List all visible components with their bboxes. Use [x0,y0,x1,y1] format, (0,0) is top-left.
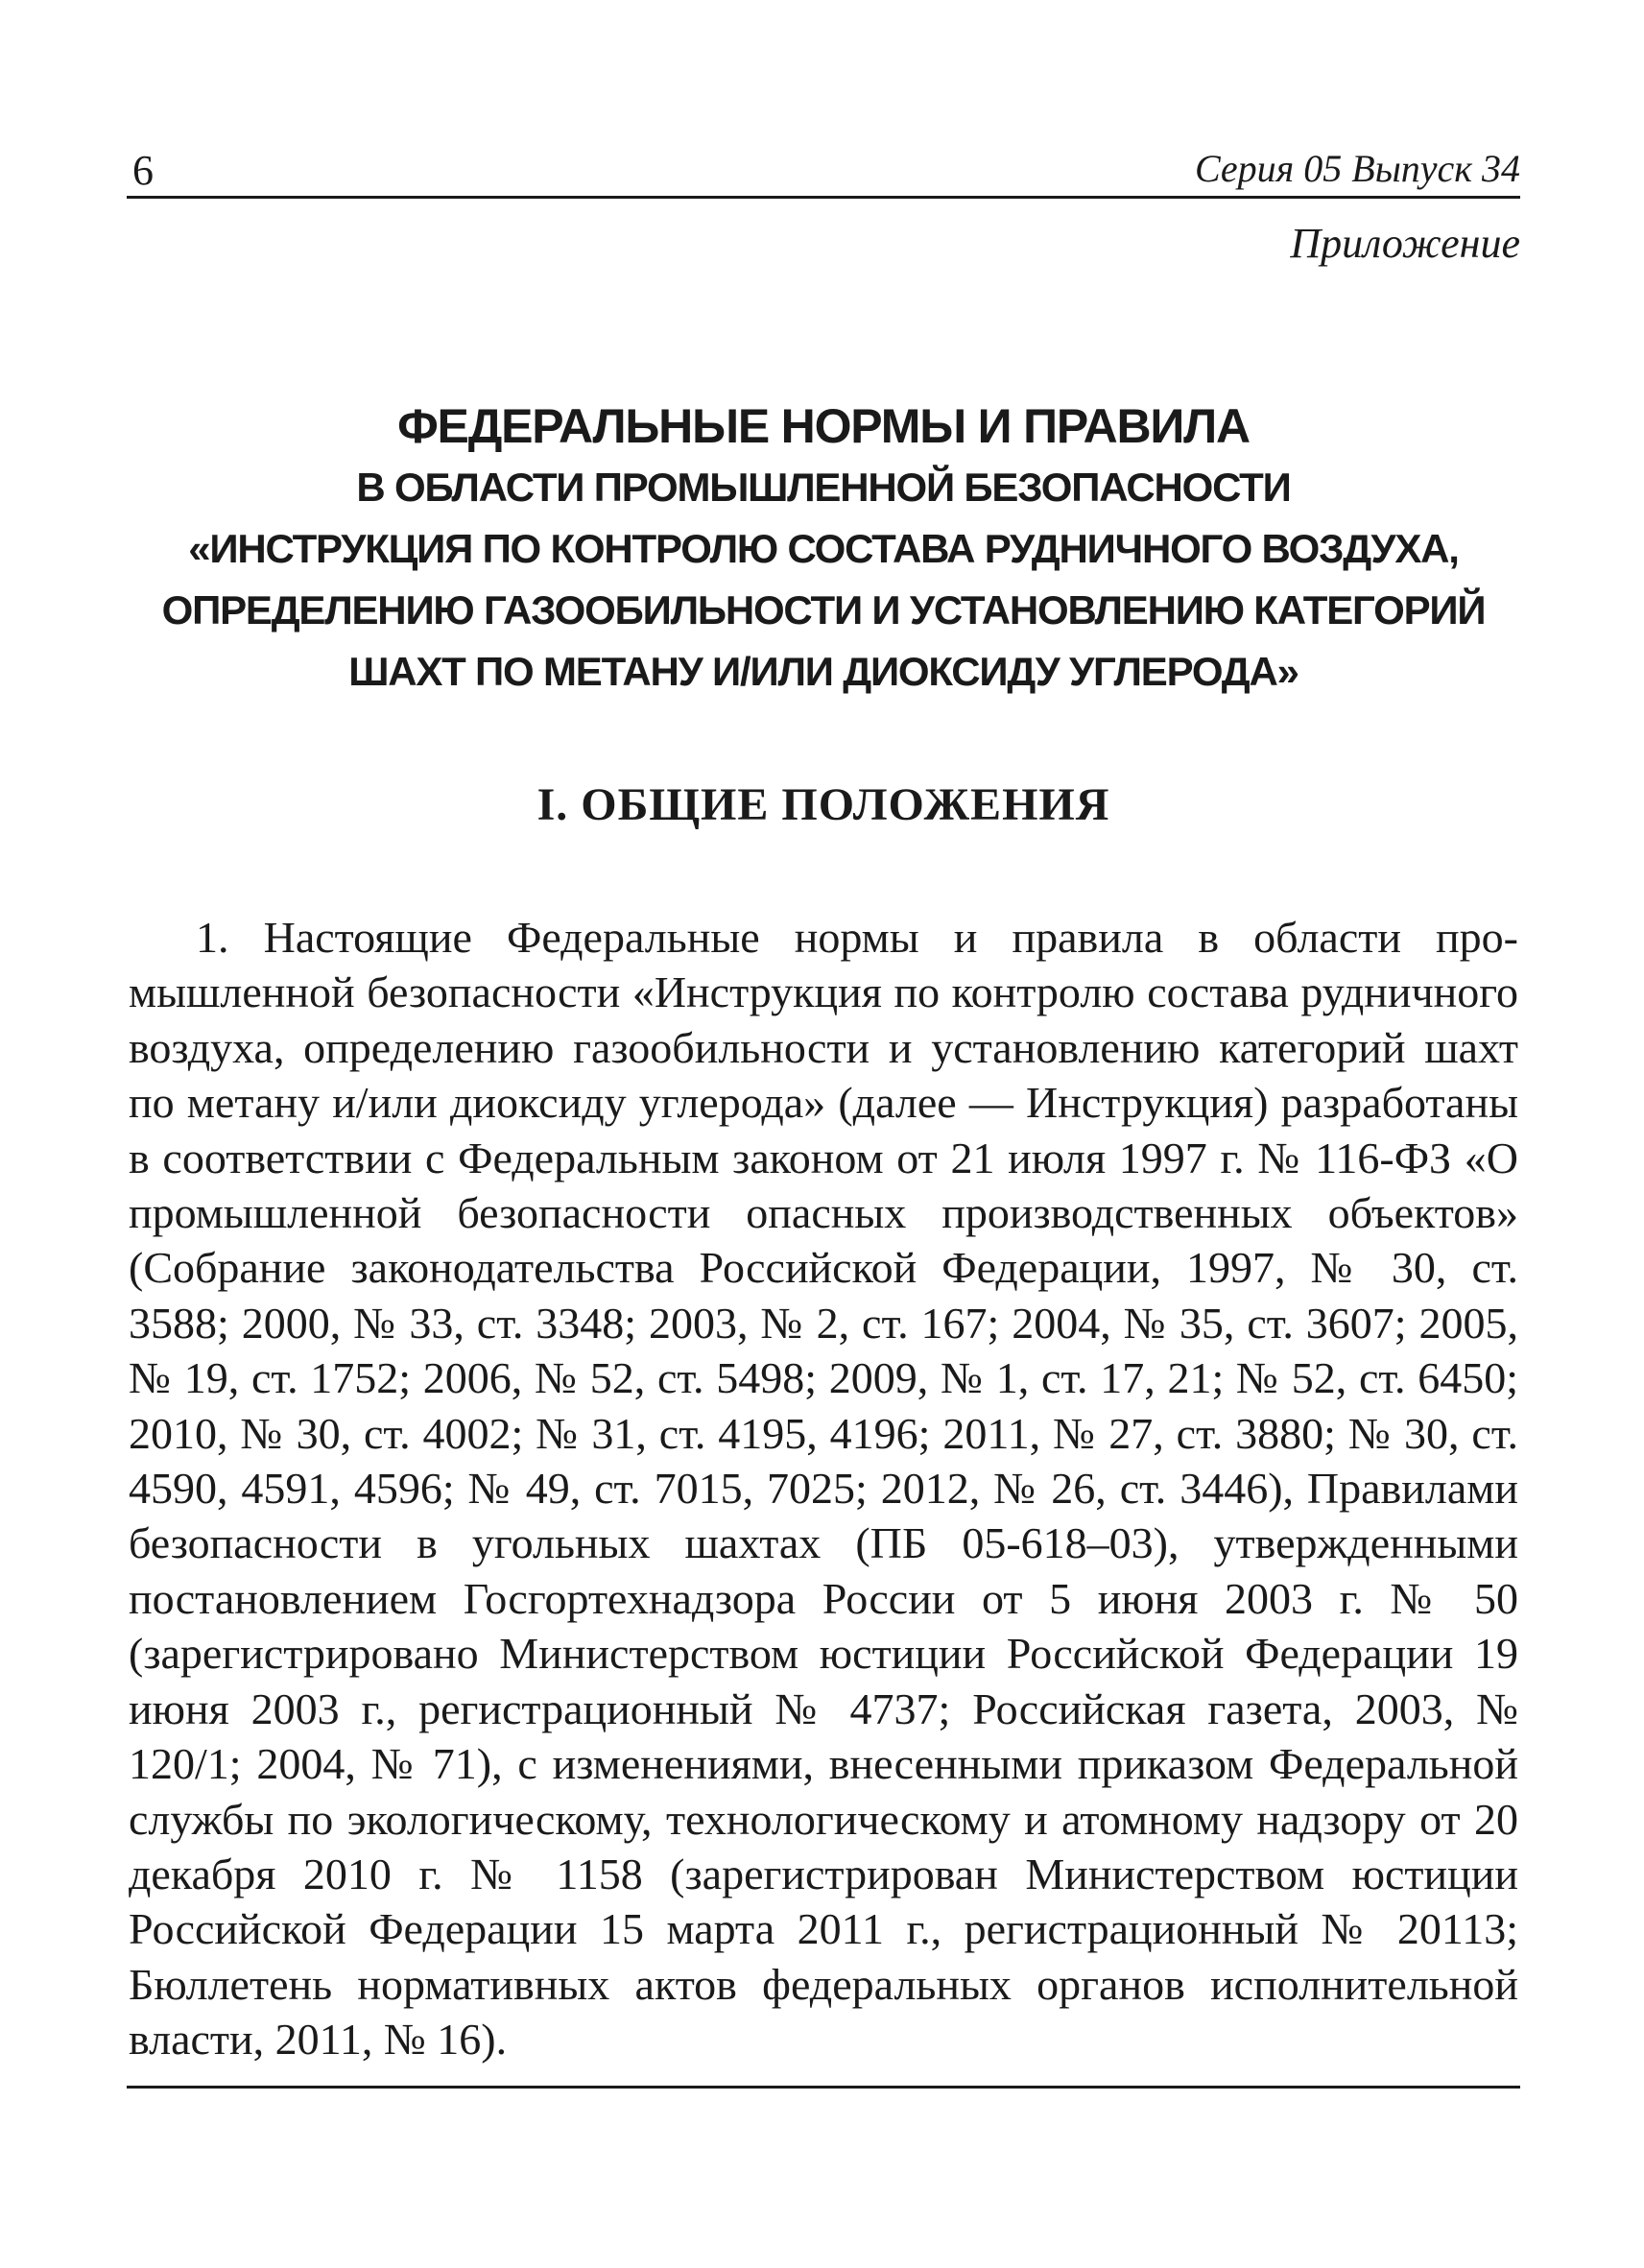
title-line: «ИНСТРУКЦИЯ ПО КОНТРОЛЮ СОСТАВА РУДНИЧНОГО ВОЗДУХА, [188,526,1459,571]
running-header [127,142,1520,199]
page-number: 6 [132,147,154,194]
appendix-label: Приложение [1290,220,1520,267]
document-title [127,395,1520,703]
title-line: ОПРЕДЕЛЕНИЮ ГАЗООБИЛЬНОСТИ И УСТАНОВЛЕНИЮ КАТЕГОРИЙ [161,587,1486,633]
footer-divider [127,2086,1520,2089]
series-label: Серия 05 Выпуск 34 [1194,147,1520,190]
title-line: ШАХТ ПО МЕТАНУ И/ИЛИ ДИОКСИДУ УГЛЕРОДА» [348,649,1299,694]
title-line: ФЕДЕРАЛЬНЫЕ НОРМЫ И ПРАВИЛА [397,399,1250,453]
body-paragraph: 1. Настоящие Федеральные нормы и правила в области промышленной безопасности «Инструкция по контролю состава рудничного воздуха, определению газообильности и установлению категорий шахт по метану и/или диоксиду углерода» (далее — Инструкция) разработаны в соответствии с Федеральным законом от 21 июля 1997 г. № 116-ФЗ «О промышленной безопасности опасных производственных объектов» (Собрание законодательства Российской Федерации, 1997, № 30, ст. 3588; 2000, № 33, ст. 3348; 2003, № 2, ст. 167; 2004, № 35, ст. 3607; 2005, № 19, ст. 1752; 2006, № 52, ст. 5498; 2009, № 1, ст. 17, 21; № 52, ст. 6450; 2010, № 30, ст. 4002; № 31, ст. 4195, 4196; 2011, № 27, ст. 3880; № 30, ст. 4590, 4591, 4596; № 49, ст. 7015, 7025; 2012, № 26, ст. 3446), Правилами безопасности в угольных шахтах (ПБ 05-618–03), утвержденными постановлением Госгортехнадзора России от 5 июня 2003 г. № 50 (зарегистрировано Министерством юстиции Российской Федерации 19 июня 2003 г., регистрационный № 4737; Российская газета, 2003, № 120/1; 2004, № 71), с изменениями, внесенными приказом Федеральной службы по экологическому, технологическому и атомному надзору от 20 декабря 2010 г. № 1158 (зарегистрирован Министерством юстиции Российской Федерации 15 марта 2011 г., регистрационный № 20113; Бюллетень нормативных актов федеральных органов исполнительной власти, 2011, № 16). [129,913,1518,2065]
section-heading: I. ОБЩИЕ ПОЛОЖЕНИЯ [536,779,1110,830]
title-line: В ОБЛАСТИ ПРОМЫШЛЕННОЙ БЕЗОПАСНОСТИ [356,465,1291,510]
